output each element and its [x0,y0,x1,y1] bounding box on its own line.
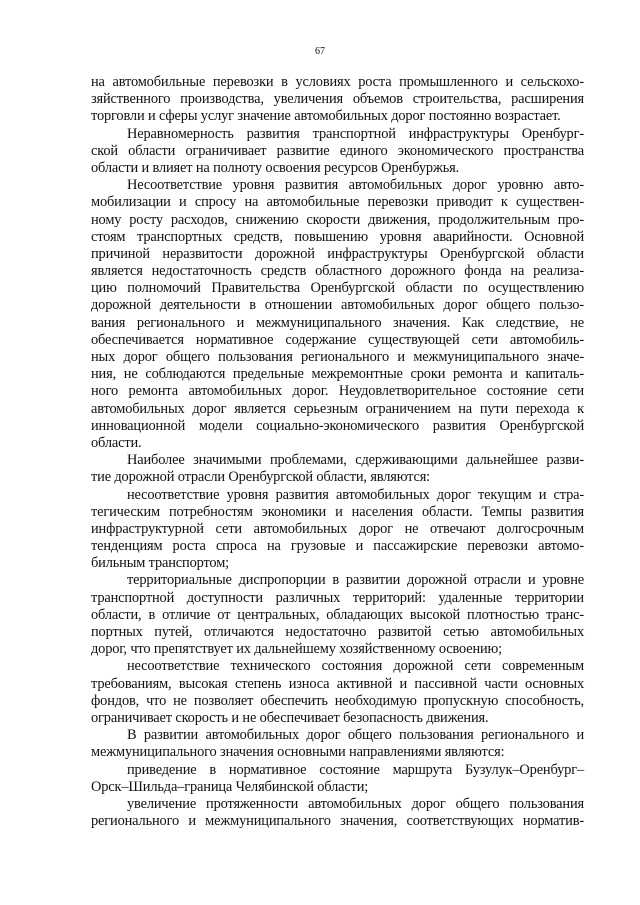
text-line: бильным транспортом; [91,555,230,572]
paragraph [91,177,584,452]
list-item [91,658,584,727]
text-line: ного ремонта автомобильных дорог. Неудовлетворительное состояние сети [91,383,584,400]
text-line: портных путей, отличаются недостаточно развитой сетью автомобильных [91,624,584,640]
text-line: тенденциям роста спроса на грузовые и пассажирские перевозки автомо- [91,538,584,555]
text-line: В развитии автомобильных дорог общего пользования регионального и [127,727,584,744]
text-line: фондов, что не позволяет обеспечить необходимую пропускную способность, [91,692,584,709]
text-line: инфраструктурной сети автомобильных дорог не отвечают долгосрочным [91,520,584,537]
text-line: зяйственного производства, увеличения объемов строительства, расширения [91,91,584,108]
text-line: вания регионального и межмуниципального значения. Как следствие, не [91,314,584,331]
text-line: тие дорожной отрасли Оренбургской области, являются: [91,469,431,486]
text-line: Неравномерность развития транспортной инфраструктуры Оренбург- [127,125,584,142]
text-line: тегическим потребностям экономики и населения области. Темпы развития [91,503,584,520]
paragraph [91,74,584,126]
text-line: транспортной доступности различных территорий: удаленные территории [91,589,584,606]
text-line: стоям транспортных средств, повышению уровня аварийности. Основной [91,228,584,245]
text-line: области. [91,434,142,451]
text-line: инновационной модели социально-экономического развития Оренбургской [91,417,584,434]
text-line: ных дорог общего пользования регионального и межмуниципального значе- [91,349,584,365]
body-text [91,74,584,830]
text-line: области, в отличие от центральных, обладающих высокой плотностью транс- [91,606,584,623]
text-line: на автомобильные перевозки в условиях роста промышленного и сельскохо- [91,74,584,90]
text-line: торговли и сферы услуг значение автомобильных дорог постоянно возрастает. [91,108,561,125]
text-line: приведение в нормативное состояние маршрута Бузулук–Оренбург– [127,761,584,778]
paragraph [91,452,584,486]
paragraph [91,126,584,178]
list-item [91,572,584,658]
text-line: Наиболее значимыми проблемами, сдерживающими дальнейшее разви- [127,452,584,469]
text-line: дорожной деятельности в отношении автомобильных дорог общего пользо- [91,297,584,314]
text-line: обеспечивается нормативное содержание существующей сети автомобиль- [91,331,584,348]
page-number: 67 [315,46,325,57]
text-line: причиной неразвитости дорожной инфраструктуры Оренбургской области [91,245,584,262]
text-line: цию полномочий Правительства Оренбургской области по осуществлению [91,280,584,297]
text-line: межмуниципального значения основными направлениями являются: [91,744,505,761]
text-line: Несоответствие уровня развития автомобильных дорог уровню авто- [127,177,584,194]
text-line: регионального и межмуниципального значения, соответствующих норматив- [91,813,584,830]
text-line: дорог, что препятствует их дальнейшему хозяйственному освоению; [91,641,503,658]
list-item [91,762,584,796]
list-item [91,796,584,830]
text-line: ния, не соблюдаются предельные межремонтные сроки ремонта и капиталь- [91,366,584,383]
text-line: мобилизации и спросу на автомобильные перевозки приводит к существен- [91,194,584,211]
text-line: требованиям, высокая степень износа активной и пассивной части основных [91,675,584,692]
text-line: является недостаточность средств областного дорожного фонда на реализа- [91,263,584,280]
text-line: территориальные диспропорции в развитии дорожной отрасли и уровне [127,572,584,589]
text-line: области и влияет на полноту освоения ресурсов Оренбуржья. [91,159,460,176]
list-item [91,487,584,573]
text-line: увеличение протяженности автомобильных дорог общего пользования [127,795,584,812]
text-line: ской области ограничивает развитие единого экономического пространства [91,142,584,159]
text-line: несоответствие уровня развития автомобильных дорог текущим и стра- [127,486,584,503]
text-line: несоответствие технического состояния дорожной сети современным [127,658,584,675]
text-line: Орск–Шильда–граница Челябинской области; [91,778,369,795]
text-line: ограничивает скорость и не обеспечивает безопасность движения. [91,709,489,726]
text-line: автомобильных дорог является серьезным ограничением на пути перехода к [91,400,584,417]
paragraph [91,727,584,761]
text-line: ному росту расходов, снижению скорости движения, продолжительным про- [91,211,584,228]
